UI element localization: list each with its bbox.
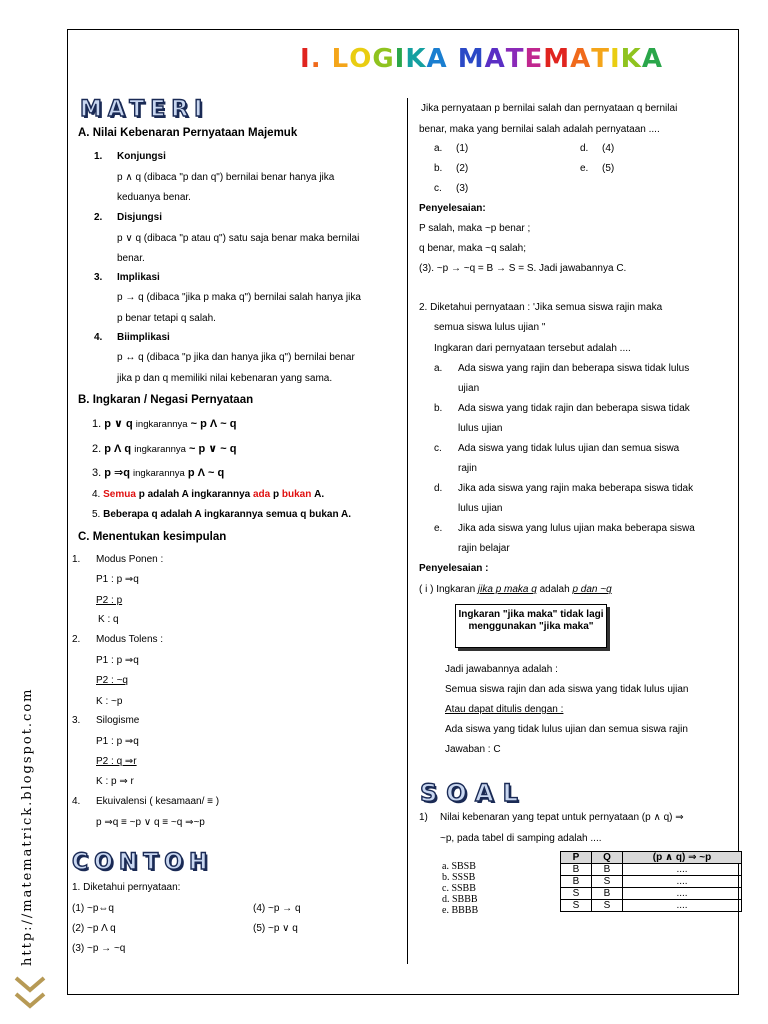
title-letter: E bbox=[524, 44, 544, 74]
keyword-semua: Semua bbox=[103, 489, 136, 500]
negation-text: p bbox=[273, 489, 280, 500]
option-value: (3) bbox=[456, 183, 469, 194]
rule-heading: Ekuivalensi ( kesamaan/ ≡ ) bbox=[96, 796, 220, 807]
rule-heading: Modus Ponen : bbox=[96, 554, 164, 565]
option-label: a. bbox=[434, 143, 443, 154]
title-letter bbox=[322, 44, 332, 74]
question-text: 2. Diketahui pernyataan : 'Jika semua siswa rajin maka bbox=[419, 302, 663, 313]
title-letter: A bbox=[641, 44, 663, 74]
negation-middle: adalah bbox=[536, 584, 573, 595]
negation-row bbox=[92, 417, 236, 430]
negation-statement bbox=[419, 584, 612, 596]
statement-item: (2) ~p Λ q bbox=[72, 923, 116, 934]
negation-prefix: ( i ) Ingkaran bbox=[419, 584, 478, 595]
item-number: 2. bbox=[72, 634, 81, 645]
section-b-heading: B. Ingkaran / Negasi Pernyataan bbox=[78, 394, 254, 406]
title-letter: T bbox=[505, 44, 525, 74]
negation-result: ~ p Λ ~ q bbox=[190, 418, 237, 430]
negation-word: ingkarannya bbox=[133, 468, 185, 479]
title-letter: K bbox=[620, 44, 642, 74]
item-text: benar. bbox=[117, 253, 145, 264]
table-row bbox=[561, 888, 742, 900]
item-number: 4. bbox=[72, 796, 81, 807]
item-number: 2. bbox=[92, 443, 102, 455]
title-letter: I bbox=[609, 44, 621, 74]
example-intro: 1. Diketahui pernyataan: bbox=[72, 882, 181, 893]
table-row bbox=[561, 864, 742, 876]
answer-text: Ada siswa yang tidak lulus ujian dan semua siswa rajin bbox=[445, 724, 688, 735]
item-heading: Implikasi bbox=[117, 272, 160, 283]
truth-table bbox=[560, 851, 742, 912]
negation-expr: p ⇒q bbox=[104, 467, 130, 479]
item-number: 3. bbox=[92, 467, 102, 479]
item-text: p benar tetapi q salah. bbox=[117, 313, 216, 324]
question-text: Jika pernyataan p bernilai salah dan pernyataan q bernilai bbox=[421, 103, 678, 114]
title-letter: A bbox=[484, 44, 506, 74]
item-number: 4. bbox=[94, 332, 103, 343]
section-a-heading: A. Nilai Kebenaran Pernyataan Majemuk bbox=[78, 127, 298, 139]
answer-option: c. SSBB bbox=[442, 883, 476, 894]
title-letter: A bbox=[426, 44, 448, 74]
conclusion: K : p ⇒ r bbox=[96, 776, 134, 787]
statement-item: (1) ~p⇔q bbox=[72, 903, 114, 914]
question-text: ~p, pada tabel di samping adalah .... bbox=[440, 833, 602, 844]
conclusion: K : q bbox=[98, 614, 119, 625]
option-label: b. bbox=[434, 403, 443, 414]
table-cell: S bbox=[592, 876, 623, 888]
section-c-heading: C. Menentukan kesimpulan bbox=[78, 531, 227, 543]
side-url: http://matematrick.blogspot.com bbox=[20, 687, 35, 966]
table-header: Q bbox=[592, 852, 623, 864]
chevron-icon bbox=[14, 992, 46, 1010]
title-letter: A bbox=[570, 44, 592, 74]
question-text: Ingkaran dari pernyataan tersebut adalah .... bbox=[434, 343, 631, 354]
item-number: 3. bbox=[72, 715, 81, 726]
option-value: (5) bbox=[602, 163, 615, 174]
option-label: c. bbox=[434, 183, 442, 194]
option-text: lulus ujian bbox=[458, 503, 503, 514]
negation-original: jika p maka q bbox=[477, 584, 537, 595]
option-text: Jika ada siswa yang rajin maka beberapa siswa tidak bbox=[458, 483, 694, 494]
table-cell: S bbox=[561, 900, 592, 912]
table-row bbox=[561, 876, 742, 888]
answer-option: a. SBSB bbox=[442, 861, 476, 872]
item-text: jika p dan q memiliki nilai kebenaran yang sama. bbox=[117, 373, 333, 384]
item-text: p ∧ q (dibaca "p dan q") bernilai benar hanya jika bbox=[117, 172, 335, 183]
premise-1: P1 : p ⇒q bbox=[96, 574, 139, 585]
option-text: rajin belajar bbox=[458, 543, 510, 554]
negation-row bbox=[92, 489, 324, 501]
option-label: d. bbox=[580, 143, 589, 154]
premise-1: P1 : p ⇒q bbox=[96, 736, 139, 747]
item-number: 5. bbox=[92, 509, 101, 520]
answer-text: Semua siswa rajin dan ada siswa yang tidak lulus ujian bbox=[445, 684, 689, 695]
option-text: lulus ujian bbox=[458, 423, 503, 434]
answer-text: Jawaban : C bbox=[445, 744, 501, 755]
negation-word: ingkarannya bbox=[135, 419, 188, 430]
statement-item: (3) ~p → ~q bbox=[72, 943, 126, 954]
keyword-ada: ada bbox=[253, 489, 271, 500]
equivalence-expr: p ⇒q ≡ ~p ∨ q ≡ ~q ⇒~p bbox=[96, 817, 205, 828]
negation-result: ~ p ∨ ~ q bbox=[189, 443, 237, 455]
title-letter: L bbox=[331, 44, 350, 74]
solution-heading: Penyelesaian: bbox=[419, 203, 486, 214]
table-header-row bbox=[561, 852, 742, 864]
title-letter: I bbox=[300, 44, 311, 74]
option-text: Jika ada siswa yang lulus ujian maka beberapa siswa bbox=[458, 523, 695, 534]
page-title bbox=[300, 44, 663, 74]
answer-option: d. SBBB bbox=[442, 894, 478, 905]
table-cell: S bbox=[592, 900, 623, 912]
item-number: 3. bbox=[94, 272, 103, 283]
question-text: Nilai kebenaran yang tepat untuk pernyataan (p ∧ q) ⇒ bbox=[440, 812, 684, 823]
title-letter: T bbox=[591, 44, 610, 74]
title-letter: O bbox=[349, 44, 373, 74]
negation-text: Beberapa q adalah A ingkarannya semua q bukan A. bbox=[103, 509, 351, 520]
keyword-bukan: bukan bbox=[281, 489, 312, 500]
answer-text: Jadi jawabannya adalah : bbox=[445, 664, 558, 675]
table-cell: .... bbox=[623, 900, 742, 912]
table-cell: B bbox=[561, 864, 592, 876]
table-cell: .... bbox=[623, 888, 742, 900]
option-label: a. bbox=[434, 363, 443, 374]
item-number: 1. bbox=[94, 151, 103, 162]
soal-banner: SOAL bbox=[420, 779, 527, 807]
option-label: c. bbox=[434, 443, 442, 454]
title-letter: G bbox=[372, 44, 395, 74]
item-number: 4. bbox=[92, 489, 101, 500]
table-cell: .... bbox=[623, 864, 742, 876]
item-text: p ↔ q (dibaca "p jika dan hanya jika q") bernilai benar bbox=[117, 352, 355, 363]
negation-word: ingkarannya bbox=[134, 444, 186, 455]
answer-option: b. SSSB bbox=[442, 872, 476, 883]
solution-text: P salah, maka ~p benar ; bbox=[419, 223, 531, 234]
option-text: Ada siswa yang tidak rajin dan beberapa siswa tidak bbox=[458, 403, 690, 414]
table-cell: B bbox=[592, 864, 623, 876]
question-text: semua siswa lulus ujian " bbox=[434, 322, 546, 333]
table-cell: S bbox=[561, 888, 592, 900]
premise-2: P2 : ~q bbox=[96, 675, 128, 686]
item-number: 1. bbox=[72, 554, 81, 565]
table-row bbox=[561, 900, 742, 912]
option-value: (4) bbox=[602, 143, 615, 154]
negation-expr: p ∨ q bbox=[104, 418, 133, 430]
title-letter: I bbox=[394, 44, 406, 74]
solution-text: q benar, maka ~q salah; bbox=[419, 243, 527, 254]
solution-text: (3). ~p → ~q = B → S = S. Jadi jawabannya C. bbox=[419, 263, 627, 274]
option-label: b. bbox=[434, 163, 443, 174]
negation-row bbox=[92, 509, 351, 521]
question-text: benar, maka yang bernilai salah adalah pernyataan .... bbox=[419, 124, 660, 135]
option-label: d. bbox=[434, 483, 443, 494]
premise-2: P2 : q ⇒r bbox=[96, 756, 137, 767]
option-label: e. bbox=[434, 523, 443, 534]
negation-text: A. bbox=[314, 489, 325, 500]
conclusion: K : ~p bbox=[96, 696, 123, 707]
column-divider bbox=[407, 98, 408, 964]
rule-heading: Silogisme bbox=[96, 715, 140, 726]
title-letter: . bbox=[310, 44, 322, 74]
item-number: 1) bbox=[419, 812, 428, 823]
answer-option: e. BBBB bbox=[442, 905, 479, 916]
option-label: e. bbox=[580, 163, 589, 174]
title-letter bbox=[448, 44, 458, 74]
negation-result: p Λ ~ q bbox=[187, 467, 225, 479]
answer-text: Atau dapat ditulis dengan : bbox=[445, 704, 564, 715]
option-text: Ada siswa yang tidak lulus ujian dan semua siswa bbox=[458, 443, 680, 454]
materi-banner: MATERI bbox=[80, 97, 209, 122]
premise-1: P1 : p ⇒q bbox=[96, 655, 139, 666]
negation-row bbox=[92, 442, 236, 455]
title-letter: K bbox=[405, 44, 427, 74]
table-cell: .... bbox=[623, 876, 742, 888]
option-text: Ada siswa yang rajin dan beberapa siswa tidak lulus bbox=[458, 363, 690, 374]
item-heading: Konjungsi bbox=[117, 151, 166, 162]
title-letter: M bbox=[543, 44, 571, 74]
item-number: 2. bbox=[94, 212, 103, 223]
option-text: ujian bbox=[458, 383, 480, 394]
negation-row bbox=[92, 466, 224, 479]
negation-result: p dan ~q bbox=[572, 584, 612, 595]
item-number: 1. bbox=[92, 418, 102, 430]
option-value: (1) bbox=[456, 143, 469, 154]
statement-item: (5) ~p ∨ q bbox=[253, 923, 298, 934]
table-header: P bbox=[561, 852, 592, 864]
premise-2: P2 : p bbox=[96, 595, 123, 606]
negation-expr: p Λ q bbox=[104, 443, 132, 455]
item-text: keduanya benar. bbox=[117, 192, 191, 203]
item-heading: Disjungsi bbox=[117, 212, 163, 223]
contoh-banner: CONTOH bbox=[72, 850, 214, 875]
negation-text: p adalah A ingkarannya bbox=[138, 489, 251, 500]
table-header: (p ∧ q) ⇒ ~p bbox=[623, 852, 742, 864]
item-text: p ∨ q (dibaca "p atau q") satu saja benar maka bernilai bbox=[117, 233, 360, 244]
option-text: rajin bbox=[458, 463, 477, 474]
callout-note: Ingkaran "jika maka" tidak lagi menggunakan "jika maka" bbox=[455, 604, 607, 648]
table-cell: B bbox=[592, 888, 623, 900]
title-letter: M bbox=[457, 44, 485, 74]
item-heading: Biimplikasi bbox=[117, 332, 170, 343]
option-value: (2) bbox=[456, 163, 469, 174]
table-cell: B bbox=[561, 876, 592, 888]
statement-item: (4) ~p → q bbox=[253, 903, 301, 914]
rule-heading: Modus Tolens : bbox=[96, 634, 164, 645]
item-text: p → q (dibaca "jika p maka q") bernilai salah hanya jika bbox=[117, 292, 361, 303]
solution-heading: Penyelesaian : bbox=[419, 563, 489, 574]
